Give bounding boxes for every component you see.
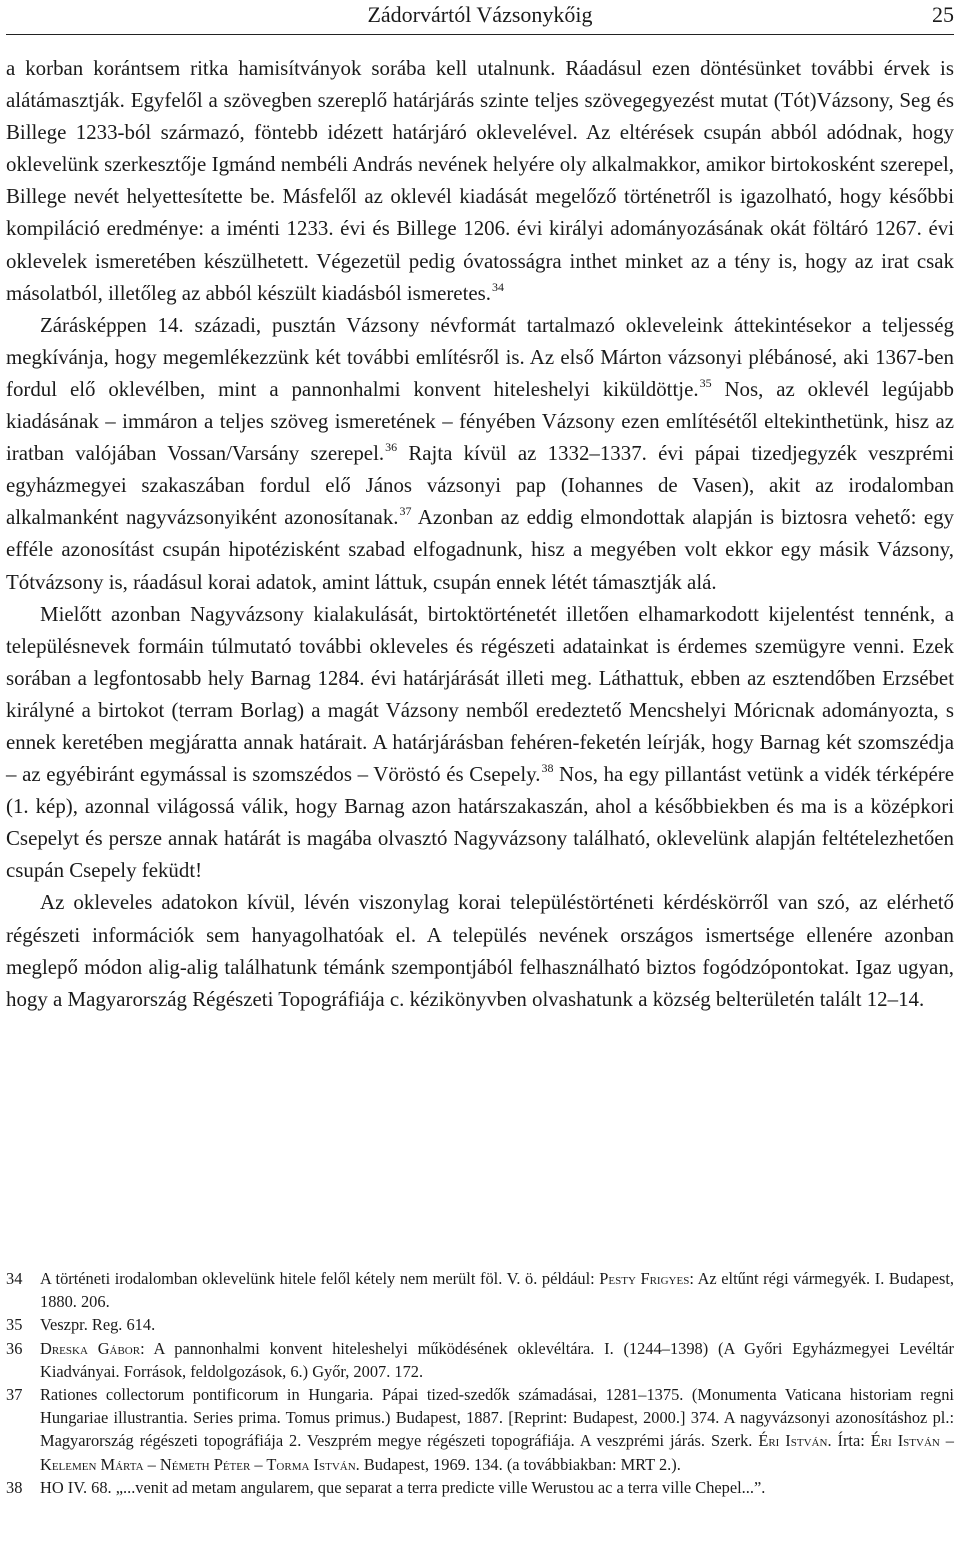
paragraph-3: [6, 598, 954, 887]
running-head-title: Zádorvártól Vázsonykőig: [367, 2, 593, 27]
footnote-text: [40, 1313, 954, 1336]
footnote-item: [6, 1267, 954, 1313]
footnotes: [6, 1267, 954, 1499]
paragraph-4: [6, 886, 954, 1014]
footnote-text: [40, 1267, 954, 1313]
footnote-text-part: A történeti irodalomban oklevelünk hitele felől kétely nem merült föl. V. ö. például:: [40, 1269, 600, 1288]
footnote-number: 35: [6, 1315, 23, 1335]
footnote-text-part: HO IV. 68. „...venit ad metam angularem, que separat a terra predicte ville Werustou ac a terra ville Chepel...”.: [40, 1477, 766, 1497]
footnote-text-part: Veszpr. Reg. 614.: [40, 1315, 156, 1335]
footnote-item: [6, 1476, 954, 1499]
paragraph-text: Rajta kívül az 1332–1337. évi pápai tizedjegyzék veszprémi egyházmegyei szakaszában fordul elő János vázsonyi pap (Iohannes de Vasen), akit az irodalomban alkalmanként nagyvázsonyiként azonosítanak.: [6, 441, 954, 530]
paragraph-text: Nos, az oklevél legújabb kiadásának – immáron a teljes szöveg ismeretének – fényében Vázsony ezen említésétől eltekinthetünk, hisz az iratban valójában Vossan/Varsány szerepel.: [6, 376, 954, 466]
footnote-text-part: . Írta:: [827, 1431, 871, 1451]
paragraph-text: Azonban az eddig elmondottak alapján is biztosra vehető: egy efféle azonosítást csupán hipotézisként szabad elfogadnunk, hisz a megyében volt ekkor egy másik Vázsony, Tótvázsony is, ráadásul korai adatok, amint láttuk, csupán ennek létét támasztják alá.: [6, 505, 954, 594]
paragraph-1: [6, 52, 954, 309]
paragraph-text: Nos, ha egy pillantást vetünk a vidék térképére (1. kép), azonnal világossá válik, hogy Barnag azon határszakaszán, ahol a későbbiekben és ma is a középkori Csepelyt és persze annak határát is magába olvasztó Nagyvázsony található, oklevelünk alapján feltételezhetően csupán Csepely feküdt!: [6, 762, 954, 883]
footnote-number: 36: [6, 1338, 23, 1358]
footnote-item: [6, 1383, 954, 1476]
page-number: 25: [932, 2, 954, 27]
footnote-ref[interactable]: 38: [541, 761, 554, 776]
footnote-number: 37: [6, 1385, 23, 1405]
author-name: Dreska Gábor: [40, 1338, 141, 1358]
footnote-ref[interactable]: 34: [492, 279, 504, 294]
footnote-ref[interactable]: 36: [385, 440, 398, 455]
footnote-item: [6, 1337, 954, 1383]
author-name: Pesty Frigyes: [599, 1269, 690, 1288]
footnote-ref[interactable]: 35: [699, 375, 712, 390]
footnote-number: 38: [6, 1477, 23, 1497]
footnote-text-part: : Az eltűnt régi vármegyék. I. Budapest, 1880. 206.: [40, 1269, 954, 1312]
footnote-item: [6, 1313, 954, 1336]
footnote-text: [40, 1337, 954, 1383]
running-head: [6, 0, 954, 35]
footnote-text: [40, 1476, 954, 1499]
footnote-text-part: . Budapest, 1969. 134. (a továbbiakban: MRT 2.).: [355, 1454, 681, 1474]
paragraph-text: Zárásképpen 14. századi, pusztán Vázsony névformát tartalmazó okleveleink áttekintésekor a teljesség megkívánja, hogy megemlékezzünk két további említésről is. Az első Márton vázsonyi plébánosé, aki 1367-ben fordul elő oklevélben, mint a pannonhalmi konvent hiteleshelyi kiküldöttje.: [6, 312, 954, 401]
footnote-text-part: : A pannonhalmi konvent hiteleshelyi működésének oklevéltára. I. (1244–1398) (A Győri Egyházmegyei Levéltár Kiadványai. Források, feldolgozások, 6.) Győr, 2007. 172.: [40, 1338, 954, 1381]
footnote-ref[interactable]: 37: [399, 504, 412, 519]
footnote-number: 34: [6, 1269, 23, 1288]
paragraph-text: Az okleveles adatokon kívül, lévén viszonylag korai településtörténeti kérdéskörről van szó, az elérhető régészeti információk sem hanyagolhatóak el. A település nevének országos ismertsége ellenére azonban meglepő módon alig-alig találhatunk témánk szempontjából felhasználható biztos fogódzópontokat. Igaz ugyan, hogy a Magyarország Régészeti Topográfiája c. kézikönyvben olvashatunk a község belterületén talált 12–14.: [6, 890, 954, 1011]
author-name: Éri István – Kelemen Márta – Németh Péter – Torma István: [40, 1431, 954, 1474]
footnote-text: [40, 1383, 954, 1476]
body-text: [6, 52, 954, 1015]
paragraph-2: [6, 309, 954, 598]
author-name: Éri István: [758, 1431, 828, 1451]
paragraph-text: a korban korántsem ritka hamisítványok sorába kell utalnunk. Ráadásul ezen döntésünket további érvek is alátámasztják. Egyfelől a szövegben szereplő határjárás szinte teljes szövegegyezést mutat (Tót)Vázsony, Seg és Billege 1233-ból származó, föntebb idézett határjáró oklevelével. Az eltérések csupán abból adódnak, hogy oklevelünk szerkesztője Igmánd nembéli András nevének helyére oly alkalmakkor, amikor birtokosként szerepel, Billege nevét helyettesítette be. Másfelől az oklevél kiadását megelőző történetről is igazolható, hogy későbbi kompiláció eredménye: a iménti 1233. évi és Billege 1206. évi királyi adományozásának okát föltáró 1267. évi oklevelek ismeretében készülhetett. Végezetül pedig óvatosságra inthet minket az a tény is, hogy az irat csak másolatból, illetőleg az abból készült kiadásból ismeretes.: [6, 56, 954, 305]
footnote-text-part: Rationes collectorum pontificorum in Hungaria. Pápai tized-szedők számadásai, 1281–1375. (Monumenta Vaticana historiam regni Hungariae illustrantia. Series prima. Tomus primus.) Budapest, 1887. [Reprint: Budapest, 2000.] 374. A nagyvázsonyi azonosításhoz pl.: Magyarország régészeti topográfiája 2. Veszprém megye régészeti topográfiája. A veszprémi járás. Szerk.: [40, 1385, 954, 1451]
paragraph-text: Mielőtt azonban Nagyvázsony kialakulását, birtoktörténetét illetően elhamarkodott kijelentést tennénk, a településnevek formáin túlmutató további okleveles és régészeti adatainkat is érdemes szemügyre venni. Ezek sorában a legfontosabb hely Barnag 1284. évi határjárását illeti meg. Láthattuk, ebben az esztendőben Erzsébet királyné a birtokot (terram Borlag) a magát Vázsony nemből eredeztető Mencshelyi Móricnak adományozta, s ennek keretében megjáratta annak határait. A határjárásban fehéren-feketén leírják, hogy Barnag két szomszédja – az egyébiránt egymással is szomszédos – Vöröstó és Csepely.: [6, 601, 954, 787]
